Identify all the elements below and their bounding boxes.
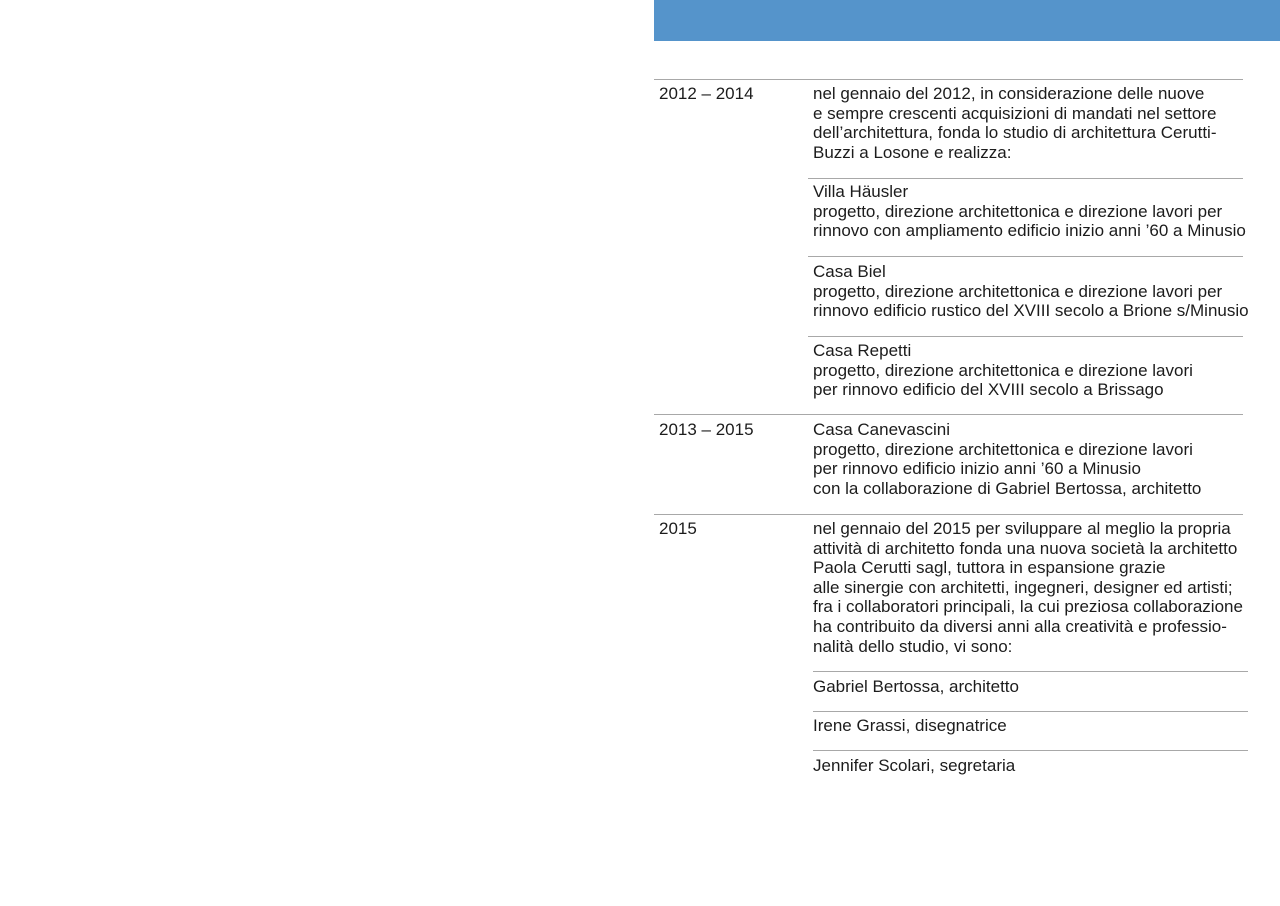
project-description-line: con la collaborazione di Gabriel Bertossa, architetto (813, 478, 1202, 498)
collaborator-item: Irene Grassi, disegnatrice (813, 716, 1007, 735)
period-years: 2012 – 2014 (659, 84, 754, 103)
intro-line: fra i collaboratori principali, la cui preziosa collaborazione (813, 597, 1243, 617)
project-entry (813, 182, 1253, 241)
divider (808, 256, 1243, 257)
period-years: 2015 (659, 519, 697, 538)
intro-line: nel gennaio del 2015 per sviluppare al meglio la propria (813, 519, 1231, 538)
project-entry (813, 341, 1253, 400)
collaborator-item: Gabriel Bertossa, architetto (813, 677, 1019, 696)
divider (654, 514, 1243, 515)
intro-line: nalità dello studio, vi sono: (813, 636, 1013, 656)
project-description-line: rinnovo edificio rustico del XVIII secolo a Brione s/Minusio (813, 301, 1249, 321)
project-description-line: per rinnovo edificio del XVIII secolo a Brissago (813, 380, 1164, 400)
divider (808, 178, 1243, 179)
project-entry (813, 420, 1253, 498)
divider (808, 336, 1243, 337)
divider (813, 750, 1248, 751)
project-title: Casa Repetti (813, 341, 912, 360)
project-description-line: rinnovo con ampliamento edificio inizio anni ’60 a Minusio (813, 221, 1246, 241)
period-intro (813, 519, 1253, 656)
project-title: Casa Biel (813, 262, 886, 281)
project-entry (813, 262, 1253, 321)
period-intro (813, 84, 1253, 162)
project-description-line: per rinnovo edificio inizio anni ’60 a Minusio (813, 459, 1141, 479)
project-title: Casa Canevascini (813, 420, 951, 439)
intro-line: dell’architettura, fonda lo studio di architettura Cerutti- (813, 123, 1217, 143)
intro-line: Buzzi a Losone e realizza: (813, 142, 1012, 162)
project-description-line: progetto, direzione architettonica e direzione lavori (813, 439, 1193, 459)
project-description-line: progetto, direzione architettonica e direzione lavori per (813, 201, 1223, 221)
intro-line: nel gennaio del 2012, in considerazione delle nuove (813, 84, 1205, 103)
project-title: Villa Häusler (813, 182, 909, 201)
project-description-line: progetto, direzione architettonica e direzione lavori (813, 360, 1193, 380)
collaborator-item: Jennifer Scolari, segretaria (813, 756, 1016, 775)
divider (654, 79, 1243, 80)
intro-line: e sempre crescenti acquisizioni di mandati nel settore (813, 103, 1217, 123)
divider (654, 414, 1243, 415)
project-description-line: progetto, direzione architettonica e direzione lavori per (813, 281, 1223, 301)
period-years: 2013 – 2015 (659, 420, 754, 439)
divider (813, 711, 1248, 712)
divider (813, 671, 1248, 672)
intro-line: ha contribuito da diversi anni alla creatività e professio- (813, 616, 1227, 636)
intro-line: attività di architetto fonda una nuova società la architetto (813, 538, 1238, 558)
intro-line: Paola Cerutti sagl, tuttora in espansione grazie (813, 558, 1166, 578)
intro-line: alle sinergie con architetti, ingegneri, designer ed artisti; (813, 577, 1233, 597)
